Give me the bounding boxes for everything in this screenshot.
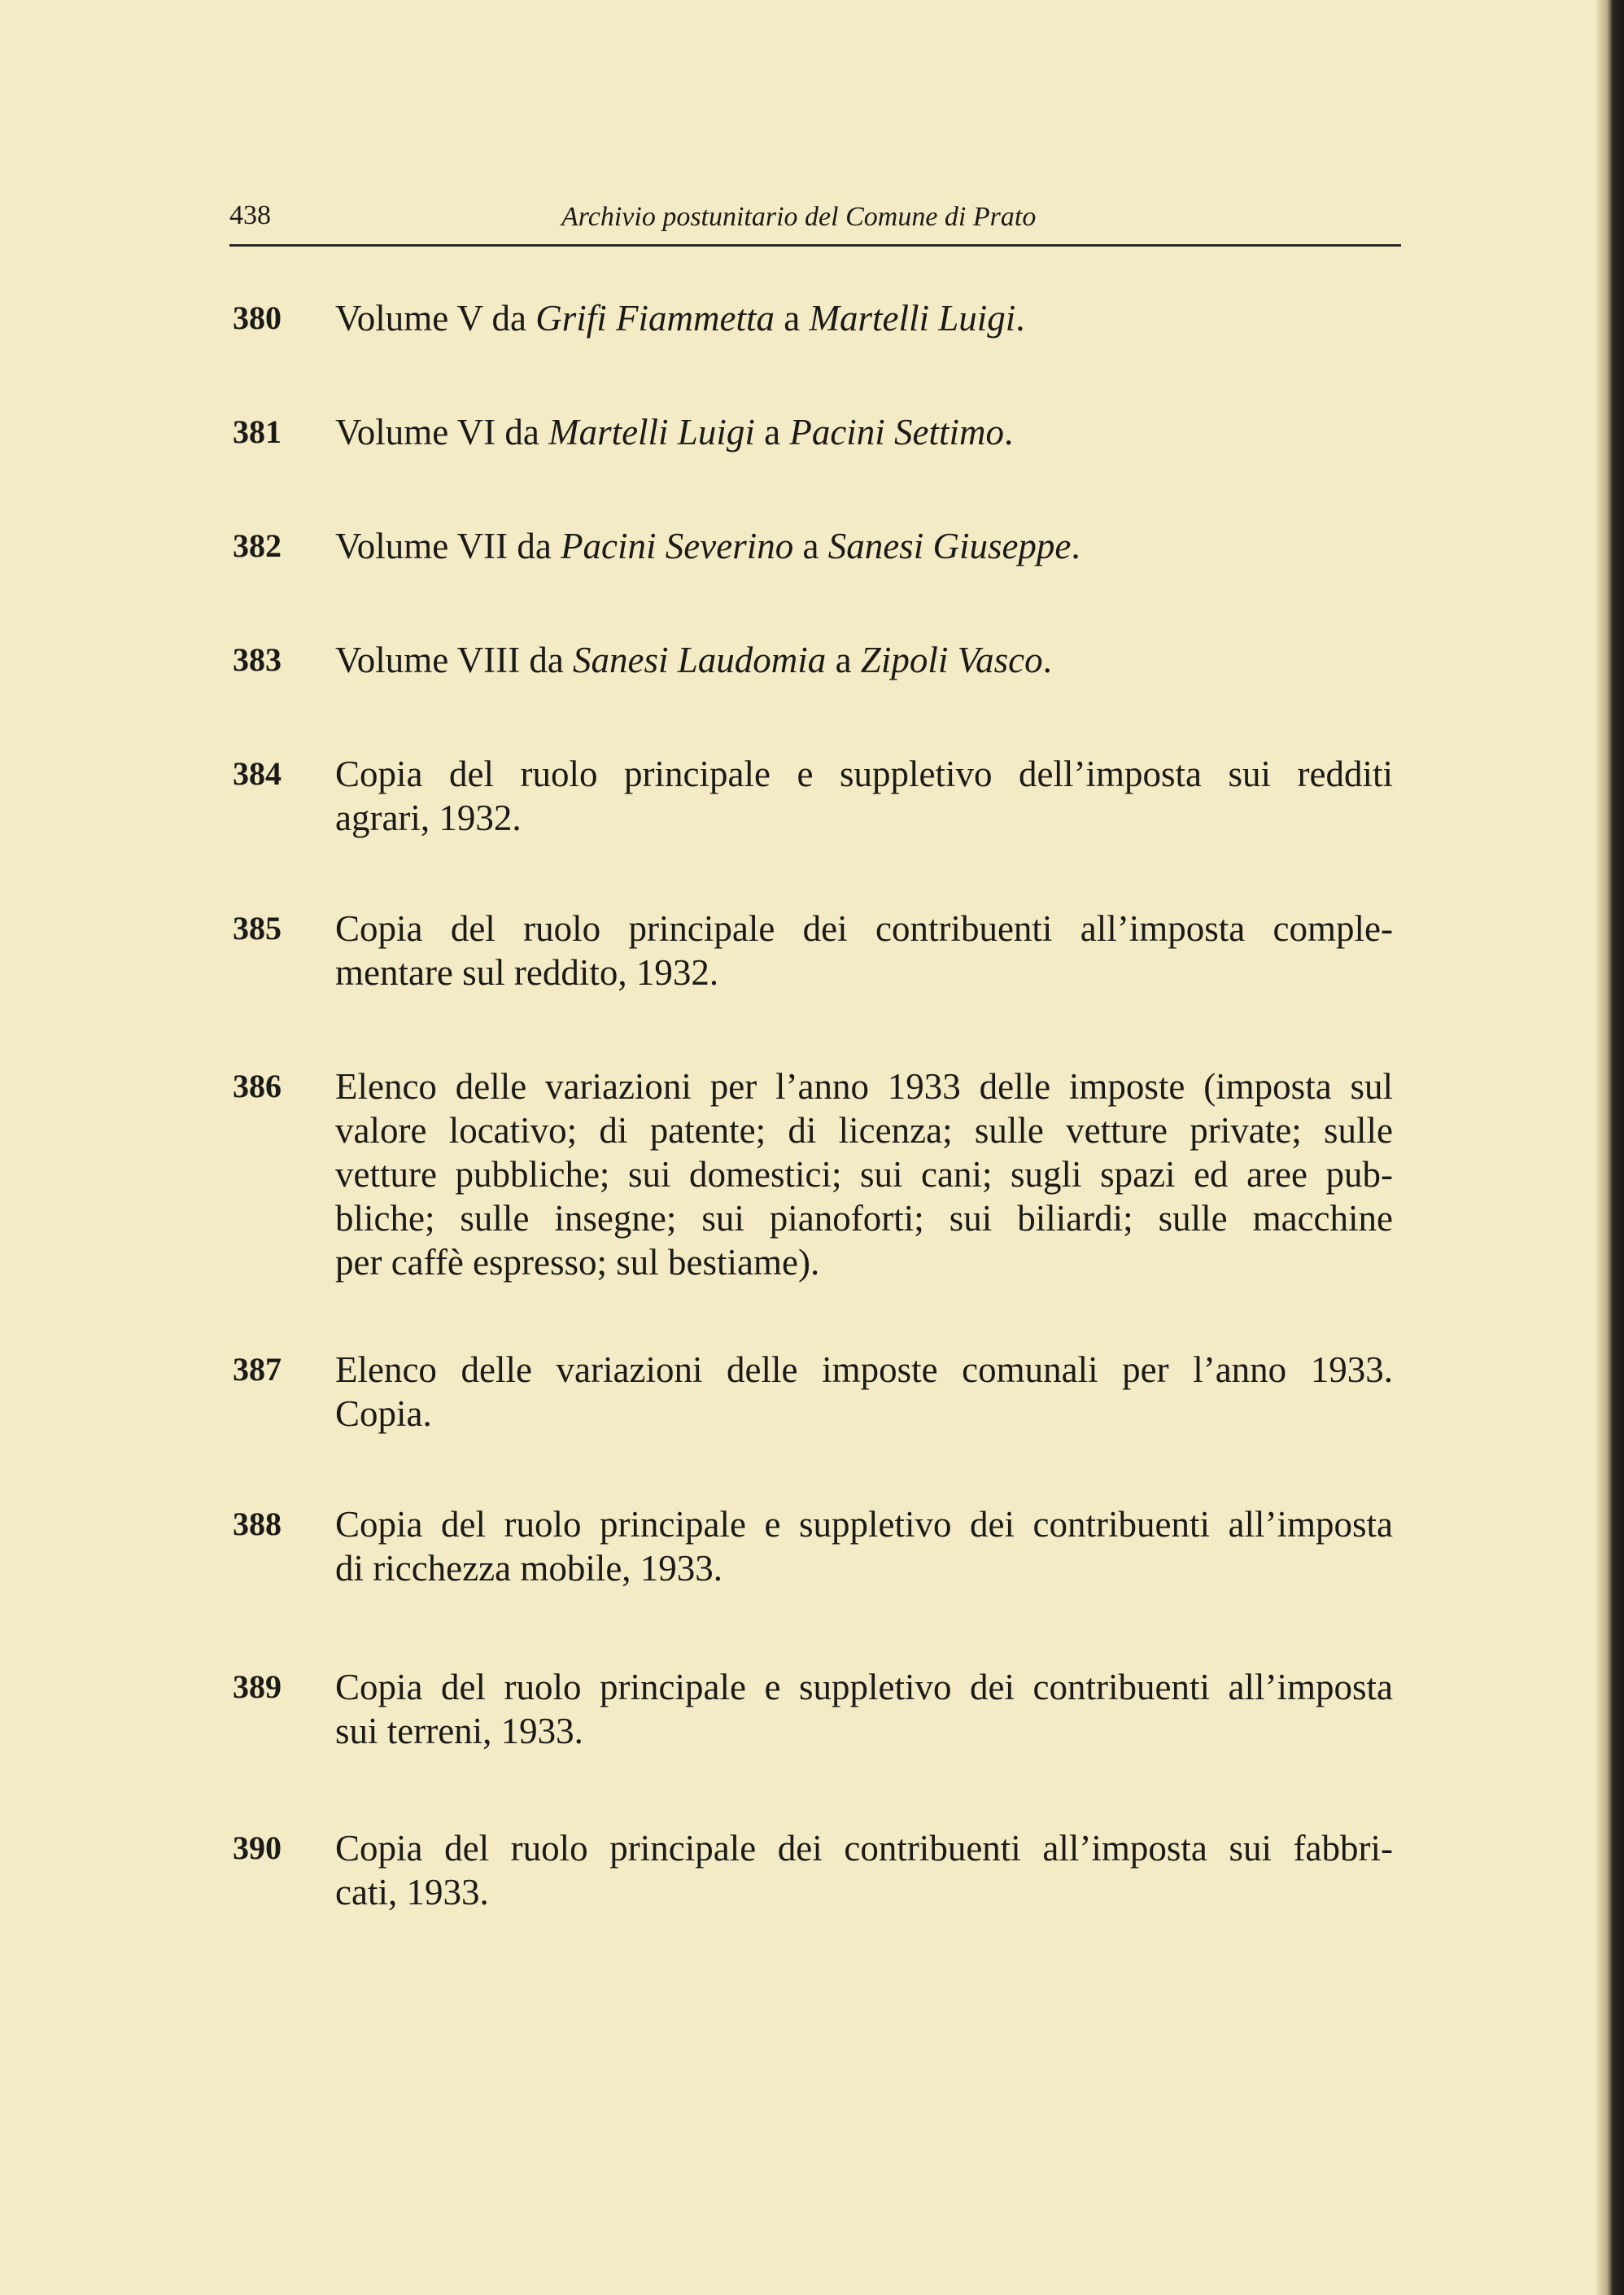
entry-number: 382: [233, 527, 282, 564]
entry-line: Copia del ruolo principale dei contribuenti all’imposta comple-: [335, 908, 1393, 949]
entry-line: sui terreni, 1933.: [335, 1711, 583, 1751]
entry-text: Volume VI da: [335, 412, 549, 452]
running-title: Archivio postunitario del Comune di Prato: [561, 202, 1037, 232]
entry-line: Copia del ruolo principale e suppletivo dell’imposta sui redditi: [335, 754, 1393, 794]
entry-number: 389: [233, 1668, 282, 1705]
entry-number: 390: [233, 1829, 282, 1866]
entry-text: .: [1071, 526, 1080, 566]
entry-number: 383: [233, 641, 282, 678]
page-number: 438: [229, 200, 271, 230]
header-rule: [229, 244, 1401, 247]
name-to: Martelli Luigi: [809, 298, 1016, 339]
entry-line: Copia del ruolo principale e suppletivo dei contribuenti all’imposta: [335, 1504, 1393, 1545]
entry-line: per caffè espresso; sul bestiame).: [335, 1242, 820, 1283]
entry-text: a: [793, 526, 828, 566]
name-from: Martelli Luigi: [548, 412, 755, 452]
entry-number: 381: [233, 413, 282, 450]
entry-text: a: [826, 640, 861, 680]
entry-line: Copia del ruolo principale dei contribuenti all’imposta sui fabbri-: [335, 1828, 1393, 1869]
entry-line: bliche; sulle insegne; sui pianoforti; sui biliardi; sulle macchine: [335, 1198, 1393, 1239]
page-edge: [1596, 0, 1624, 2295]
entry-text: Volume VII da: [335, 526, 561, 566]
entry-text: a: [754, 412, 790, 452]
entry-number: 387: [233, 1351, 282, 1388]
name-to: Pacini Settimo: [789, 412, 1005, 452]
name-to: Zipoli Vasco: [860, 640, 1043, 680]
entry-line: Copia.: [335, 1393, 432, 1434]
entry-number: 385: [233, 910, 282, 946]
entry-number: 380: [233, 299, 282, 336]
name-from: Pacini Severino: [561, 526, 794, 566]
entry-number: 386: [233, 1068, 282, 1104]
entry-line: Elenco delle variazioni delle imposte comunali per l’anno 1933.: [335, 1349, 1393, 1390]
entry-line: di ricchezza mobile, 1933.: [335, 1548, 723, 1589]
entry-text: Volume VIII da: [335, 640, 574, 680]
entry-line: mentare sul reddito, 1932.: [335, 952, 719, 993]
entry-text: .: [1004, 412, 1014, 452]
entry-number: 388: [233, 1506, 282, 1542]
entry-line: Copia del ruolo principale e suppletivo dei contribuenti all’imposta: [335, 1667, 1393, 1707]
name-from: Sanesi Laudomia: [573, 640, 827, 680]
name-from: Grifi Fiammetta: [535, 298, 775, 339]
entry-text: .: [1015, 298, 1025, 339]
entry-line: Elenco delle variazioni per l’anno 1933 delle imposte (imposta sul: [335, 1066, 1393, 1107]
entry-text: Volume V da: [335, 298, 536, 339]
entry-number: 384: [233, 755, 282, 792]
entry-line: valore locativo; di patente; di licenza; sulle vetture private; sulle: [335, 1110, 1393, 1151]
entry-text: a: [775, 298, 810, 339]
entry-line: agrari, 1932.: [335, 798, 522, 838]
name-to: Sanesi Giuseppe: [827, 526, 1072, 566]
entry-line: vetture pubbliche; sui domestici; sui cani; sugli spazi ed aree pub-: [335, 1154, 1393, 1195]
entry-text: .: [1042, 640, 1052, 680]
entry-line: cati, 1933.: [335, 1872, 489, 1912]
